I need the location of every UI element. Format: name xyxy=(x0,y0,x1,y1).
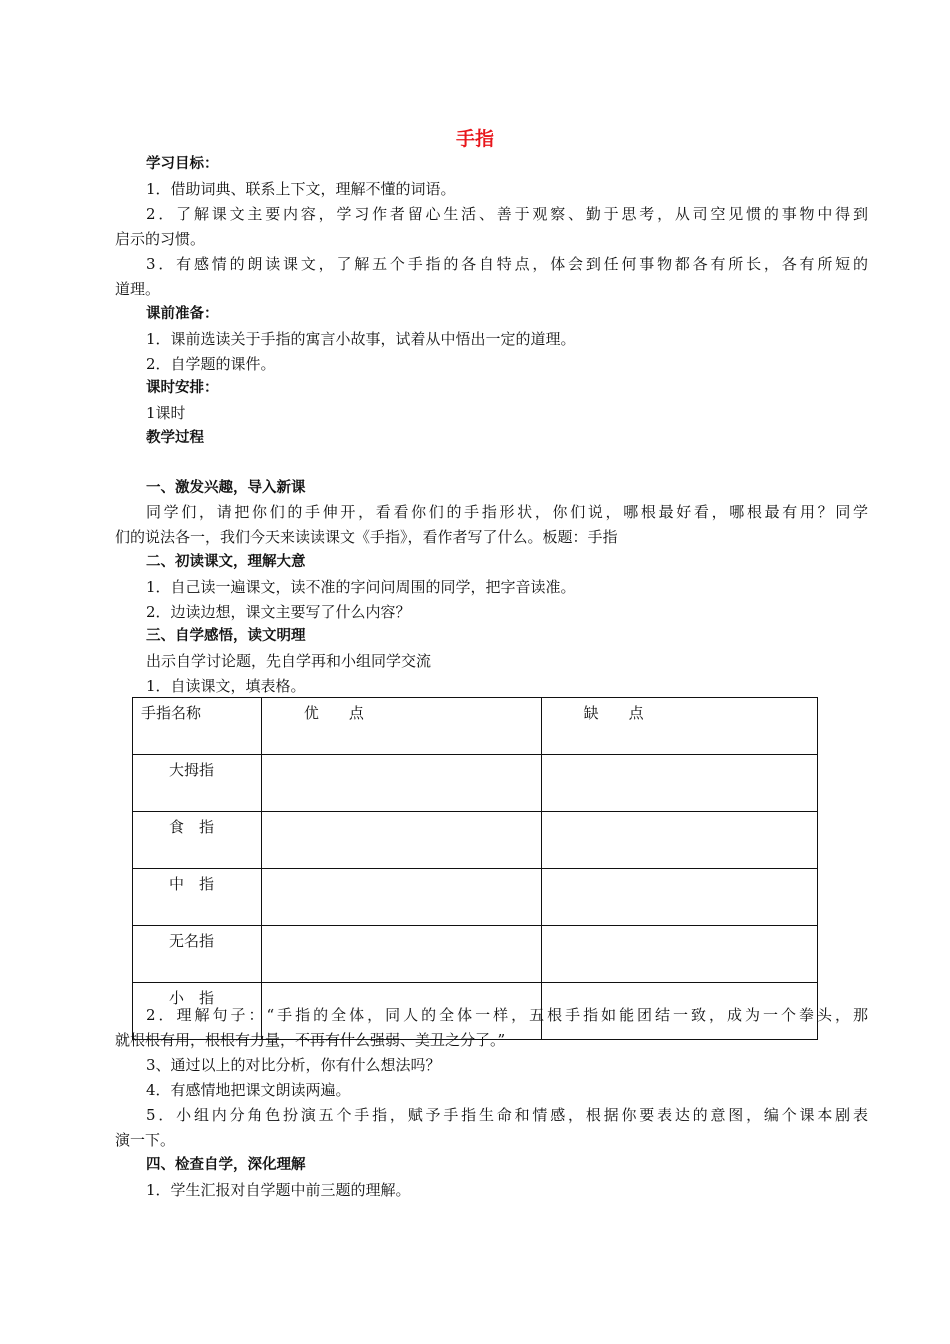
finger-name-cell: 食 指 xyxy=(133,812,262,869)
schedule-value: 1课时 xyxy=(146,404,186,422)
table-header-cell: 优 点 xyxy=(261,698,541,755)
strengths-cell xyxy=(261,926,541,983)
table-row xyxy=(133,926,818,983)
strengths-cell xyxy=(261,869,541,926)
weaknesses-cell xyxy=(541,869,817,926)
weaknesses-cell xyxy=(541,926,817,983)
finger-name-cell: 无名指 xyxy=(133,926,262,983)
part-3-heading: 三、自学感悟，读文明理 xyxy=(146,628,306,644)
part-2-item-1: 1．自己读一遍课文，读不准的字问问周围的同学，把字音读准。 xyxy=(146,578,576,596)
finger-name-cell: 大拇指 xyxy=(133,755,262,812)
goal-3-line-2: 道理。 xyxy=(115,280,161,298)
goal-2-line-1: 2．了解课文主要内容，学习作者留心生活、善于观察、勤于思考，从司空见惯的事物中得到 xyxy=(146,205,868,223)
finger-name-cell: 中 指 xyxy=(133,869,262,926)
table-row xyxy=(133,869,818,926)
part-4-heading: 四、检查自学，深化理解 xyxy=(146,1157,306,1173)
table-header-row xyxy=(133,698,818,755)
table-row xyxy=(133,812,818,869)
goal-2-line-2: 启示的习惯。 xyxy=(115,230,206,248)
part-3-intro: 出示自学讨论题，先自学再和小组同学交流 xyxy=(146,652,432,670)
process-heading: 教学过程 xyxy=(146,430,204,446)
part-1-heading: 一、激发兴趣，导入新课 xyxy=(146,480,306,496)
schedule-heading: 课时安排： xyxy=(146,380,219,396)
document-title: 手指 xyxy=(455,128,494,150)
finger-name-cell: 小 指 xyxy=(133,983,262,1040)
part-2-heading: 二、初读课文，理解大意 xyxy=(146,554,306,570)
part-3-item-5-line-1: 5．小组内分角色扮演五个手指，赋予手指生命和情感，根据你要表达的意图，编个课本剧表 xyxy=(146,1106,868,1124)
part-3-item-2-line-2: 就根根有用，根根有力量，不再有什么强弱、美丑之分了。” xyxy=(115,1031,506,1049)
prep-heading: 课前准备： xyxy=(146,306,219,322)
strengths-cell xyxy=(261,812,541,869)
strengths-cell xyxy=(261,755,541,812)
part-3-item-5-line-2: 演一下。 xyxy=(115,1131,176,1149)
goal-3-line-1: 3．有感情的朗读课文，了解五个手指的各自特点，体会到任何事物都各有所长，各有所短的 xyxy=(146,255,868,273)
table-header-cell: 手指名称 xyxy=(133,698,262,755)
prep-1: 1．课前选读关于手指的寓言小故事，试着从中悟出一定的道理。 xyxy=(146,330,576,348)
part-2-item-2: 2．边读边想，课文主要写了什么内容？ xyxy=(146,603,411,621)
part-1-para-line-2: 们的说法各一，我们今天来读读课文《手指》，看作者写了什么。板题：手指 xyxy=(115,528,618,546)
prep-2: 2．自学题的课件。 xyxy=(146,355,276,373)
goals-heading: 学习目标： xyxy=(146,156,219,172)
finger-table xyxy=(132,697,818,1040)
weaknesses-cell xyxy=(541,755,817,812)
table-header-cell: 缺 点 xyxy=(541,698,817,755)
part-1-para-line-1: 同学们，请把你们的手伸开，看看你们的手指形状，你们说，哪根最好看，哪根最有用？同学 xyxy=(146,503,868,521)
part-3-item-3: 3、通过以上的对比分析，你有什么想法吗？ xyxy=(146,1056,441,1074)
weaknesses-cell xyxy=(541,812,817,869)
goal-1: 1．借助词典、联系上下文，理解不懂的词语。 xyxy=(146,180,456,198)
part-4-item-1: 1．学生汇报对自学题中前三题的理解。 xyxy=(146,1181,411,1199)
part-3-item-4: 4．有感情地把课文朗读两遍。 xyxy=(146,1081,351,1099)
table-row xyxy=(133,755,818,812)
part-3-item-1: 1．自读课文，填表格。 xyxy=(146,677,306,695)
part-3-item-2-line-1: 2．理解句子：“手指的全体，同人的全体一样，五根手指如能团结一致，成为一个拳头，那 xyxy=(146,1006,868,1024)
